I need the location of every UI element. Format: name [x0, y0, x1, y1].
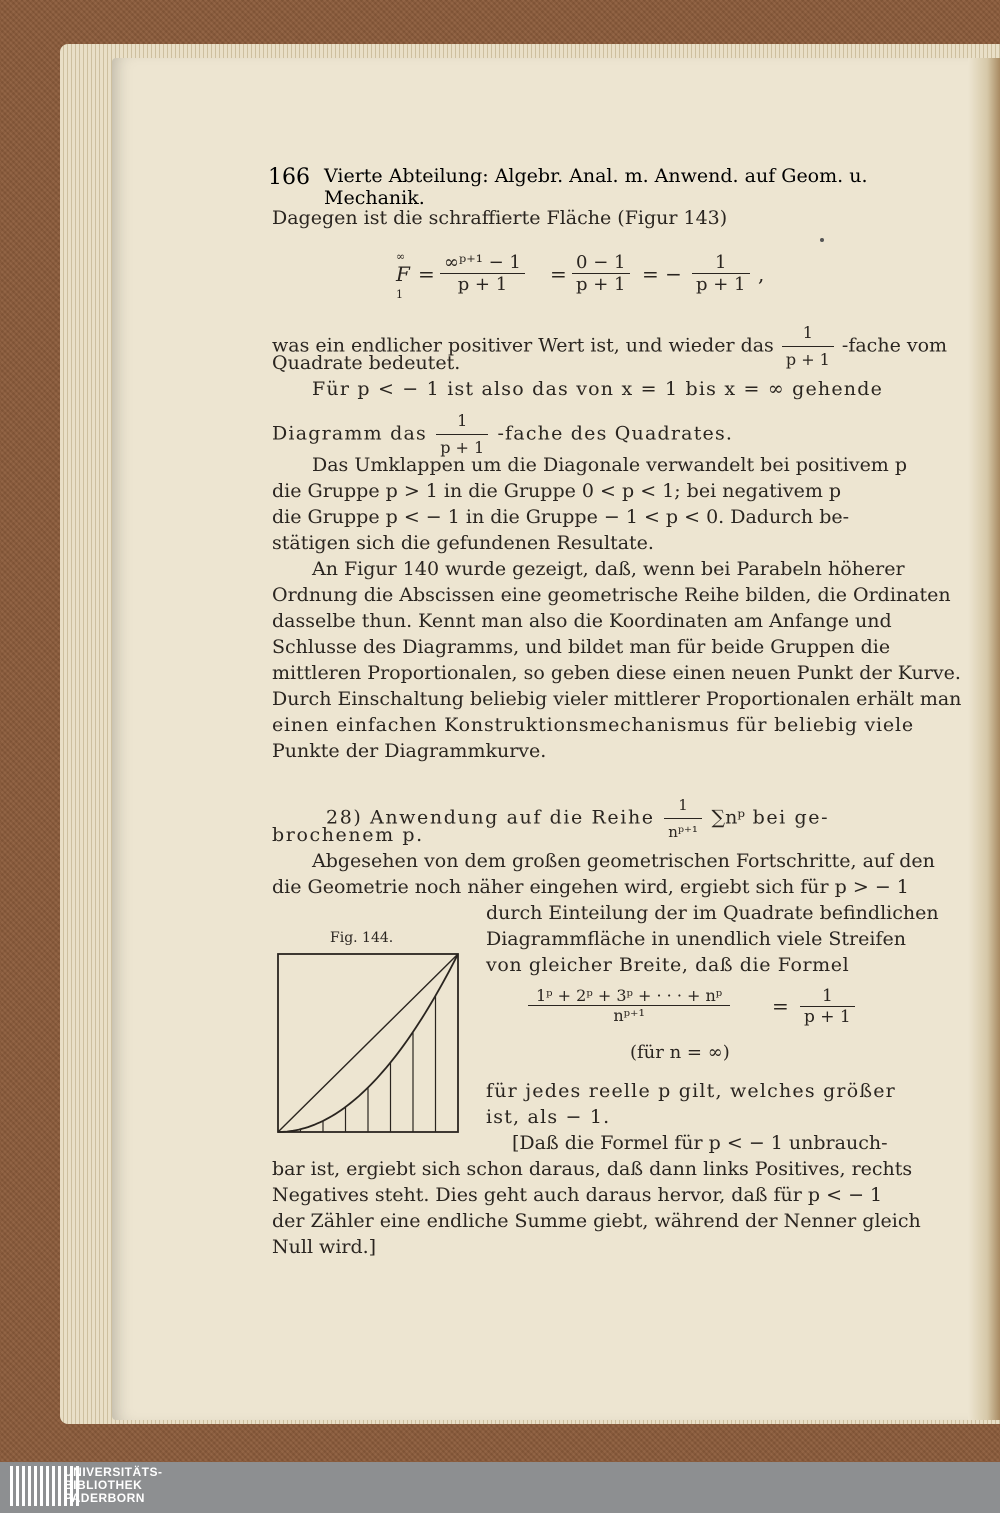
fraction-denominator: p + 1: [440, 438, 485, 457]
text-line: ist, als − 1.: [486, 1106, 611, 1128]
fraction-numerator: 1: [692, 252, 750, 274]
text-line: der Zähler eine endliche Summe giebt, während der Nenner gleich: [272, 1210, 921, 1232]
fraction-numerator: 1ᵖ + 2ᵖ + 3ᵖ + · · · + nᵖ: [528, 986, 730, 1006]
text-line: Null wird.]: [272, 1236, 377, 1258]
text-line: Durch Einschaltung beliebig vieler mittlerer Proportionalen erhält man: [272, 688, 962, 710]
text-line: von gleicher Breite, daß die Formel: [486, 954, 850, 976]
text-line: Quadrate bedeutet.: [272, 352, 461, 374]
formula-fraction-3: [692, 252, 750, 295]
fraction-numerator: 1: [436, 408, 488, 435]
formula-2-fraction: [528, 986, 730, 1025]
page-number: 166: [268, 165, 310, 190]
text-line: die Gruppe p < − 1 in die Gruppe − 1 < p < 0. Dadurch be-: [272, 506, 850, 528]
text-line: Schlusse des Diagramms, und bildet man für beide Gruppen die: [272, 636, 891, 658]
fraction-denominator: p + 1: [785, 350, 830, 369]
text-line: Für p < − 1 ist also das von x = 1 bis x = ∞ gehende: [312, 378, 884, 400]
text-line: Dagegen ist die schraffierte Fläche (Figur 143): [272, 207, 728, 229]
fraction-denominator: p + 1: [804, 1007, 851, 1027]
text-segment: Diagramm das: [272, 422, 427, 445]
integral-upper-limit: ∞: [396, 250, 406, 263]
text-segment: 28) Anwendung auf die Reihe: [326, 806, 655, 829]
text-line: stätigen sich die gefundenen Resultate.: [272, 532, 654, 554]
integral-lower-limit: 1: [396, 288, 403, 301]
library-name-line: BIBLIOTHEK: [64, 1478, 143, 1492]
fraction-denominator: p + 1: [576, 274, 626, 295]
diagram-strips: [301, 996, 436, 1132]
text-line: dasselbe thun. Kennt man also die Koordinaten am Anfange und: [272, 610, 892, 632]
text-line: [Daß die Formel für p < − 1 unbrauch-: [512, 1132, 888, 1154]
figure-caption: Fig. 144.: [330, 930, 394, 946]
formula-equals-minus: = −: [642, 262, 682, 286]
text-segment: was ein endlicher positiver Wert ist, und wieder das: [272, 334, 774, 357]
text-line: durch Einteilung der im Quadrate befindlichen: [486, 902, 939, 924]
fraction-numerator: 0 − 1: [572, 252, 630, 274]
text-line: die Gruppe p > 1 in die Gruppe 0 < p < 1; bei negativem p: [272, 480, 842, 502]
text-segment: -fache des Quadrates.: [497, 422, 734, 445]
fraction-numerator: 1: [800, 986, 855, 1007]
sum-symbol: ∑nᵖ: [711, 806, 745, 829]
text-line: Abgesehen von dem großen geometrischen Fortschritte, auf den: [312, 850, 935, 872]
text-segment: -fache vom: [841, 334, 948, 357]
ink-spot: [820, 238, 824, 242]
formula-condition: (für n = ∞): [630, 1042, 730, 1063]
text-line: mittleren Proportionalen, so geben diese einen neuen Punkt der Kurve.: [272, 662, 961, 684]
text-line: bar ist, ergiebt sich schon daraus, daß dann links Positives, rechts: [272, 1158, 913, 1180]
text-segment: bei ge-: [752, 806, 830, 829]
fraction-denominator: p + 1: [696, 274, 746, 295]
formula-area: [396, 250, 776, 306]
fraction-denominator: nᵖ⁺¹: [668, 823, 698, 841]
text-line: Das Umklappen um die Diagonale verwandelt bei positivem p: [312, 454, 908, 476]
formula-fraction-1: [440, 252, 525, 295]
library-name-line: PADERBORN: [64, 1491, 145, 1505]
formula-equals: =: [772, 994, 789, 1018]
fraction-numerator: 1: [664, 792, 702, 819]
fraction-denominator: p + 1: [457, 274, 508, 295]
formula-equals: =: [418, 262, 435, 286]
formula-comma: ,: [758, 262, 765, 286]
page-header: [268, 165, 892, 209]
fraction-denominator: nᵖ⁺¹: [613, 1006, 645, 1025]
text-line: Diagrammfläche in unendlich viele Streifen: [486, 928, 906, 950]
formula-2: [528, 986, 858, 1066]
text-line: einen einfachen Konstruktionsmechanismus für beliebig viele: [272, 714, 914, 736]
text-line: Negatives steht. Dies geht auch daraus hervor, daß für p < − 1: [272, 1184, 883, 1206]
running-title: Vierte Abteilung: Algebr. Anal. m. Anwend. auf Geom. u. Mechanik.: [324, 165, 868, 209]
text-line: die Geometrie noch näher eingehen wird, ergiebt sich für p > − 1: [272, 876, 909, 898]
formula-2-result: [800, 986, 855, 1027]
fraction-numerator: 1: [782, 320, 834, 347]
fraction-numerator: ∞ᵖ⁺¹ − 1: [440, 252, 525, 274]
library-name: [64, 1466, 163, 1505]
figure-144-diagram: [276, 952, 460, 1134]
library-name-line: UNIVERSITÄTS-: [64, 1465, 163, 1479]
text-line: Punkte der Diagrammkurve.: [272, 740, 547, 762]
text-line: für jedes reelle p gilt, welches größer: [486, 1080, 896, 1102]
formula-equals: =: [550, 262, 567, 286]
text-line: An Figur 140 wurde gezeigt, daß, wenn bei Parabeln höherer: [312, 558, 905, 580]
section-heading-cont: brochenem p.: [272, 824, 424, 846]
formula-symbol: F: [396, 262, 410, 286]
page-gutter: [968, 58, 1000, 1420]
text-line: Ordnung die Abscissen eine geometrische Reihe bilden, die Ordinaten: [272, 584, 951, 606]
formula-fraction-2: [572, 252, 630, 295]
